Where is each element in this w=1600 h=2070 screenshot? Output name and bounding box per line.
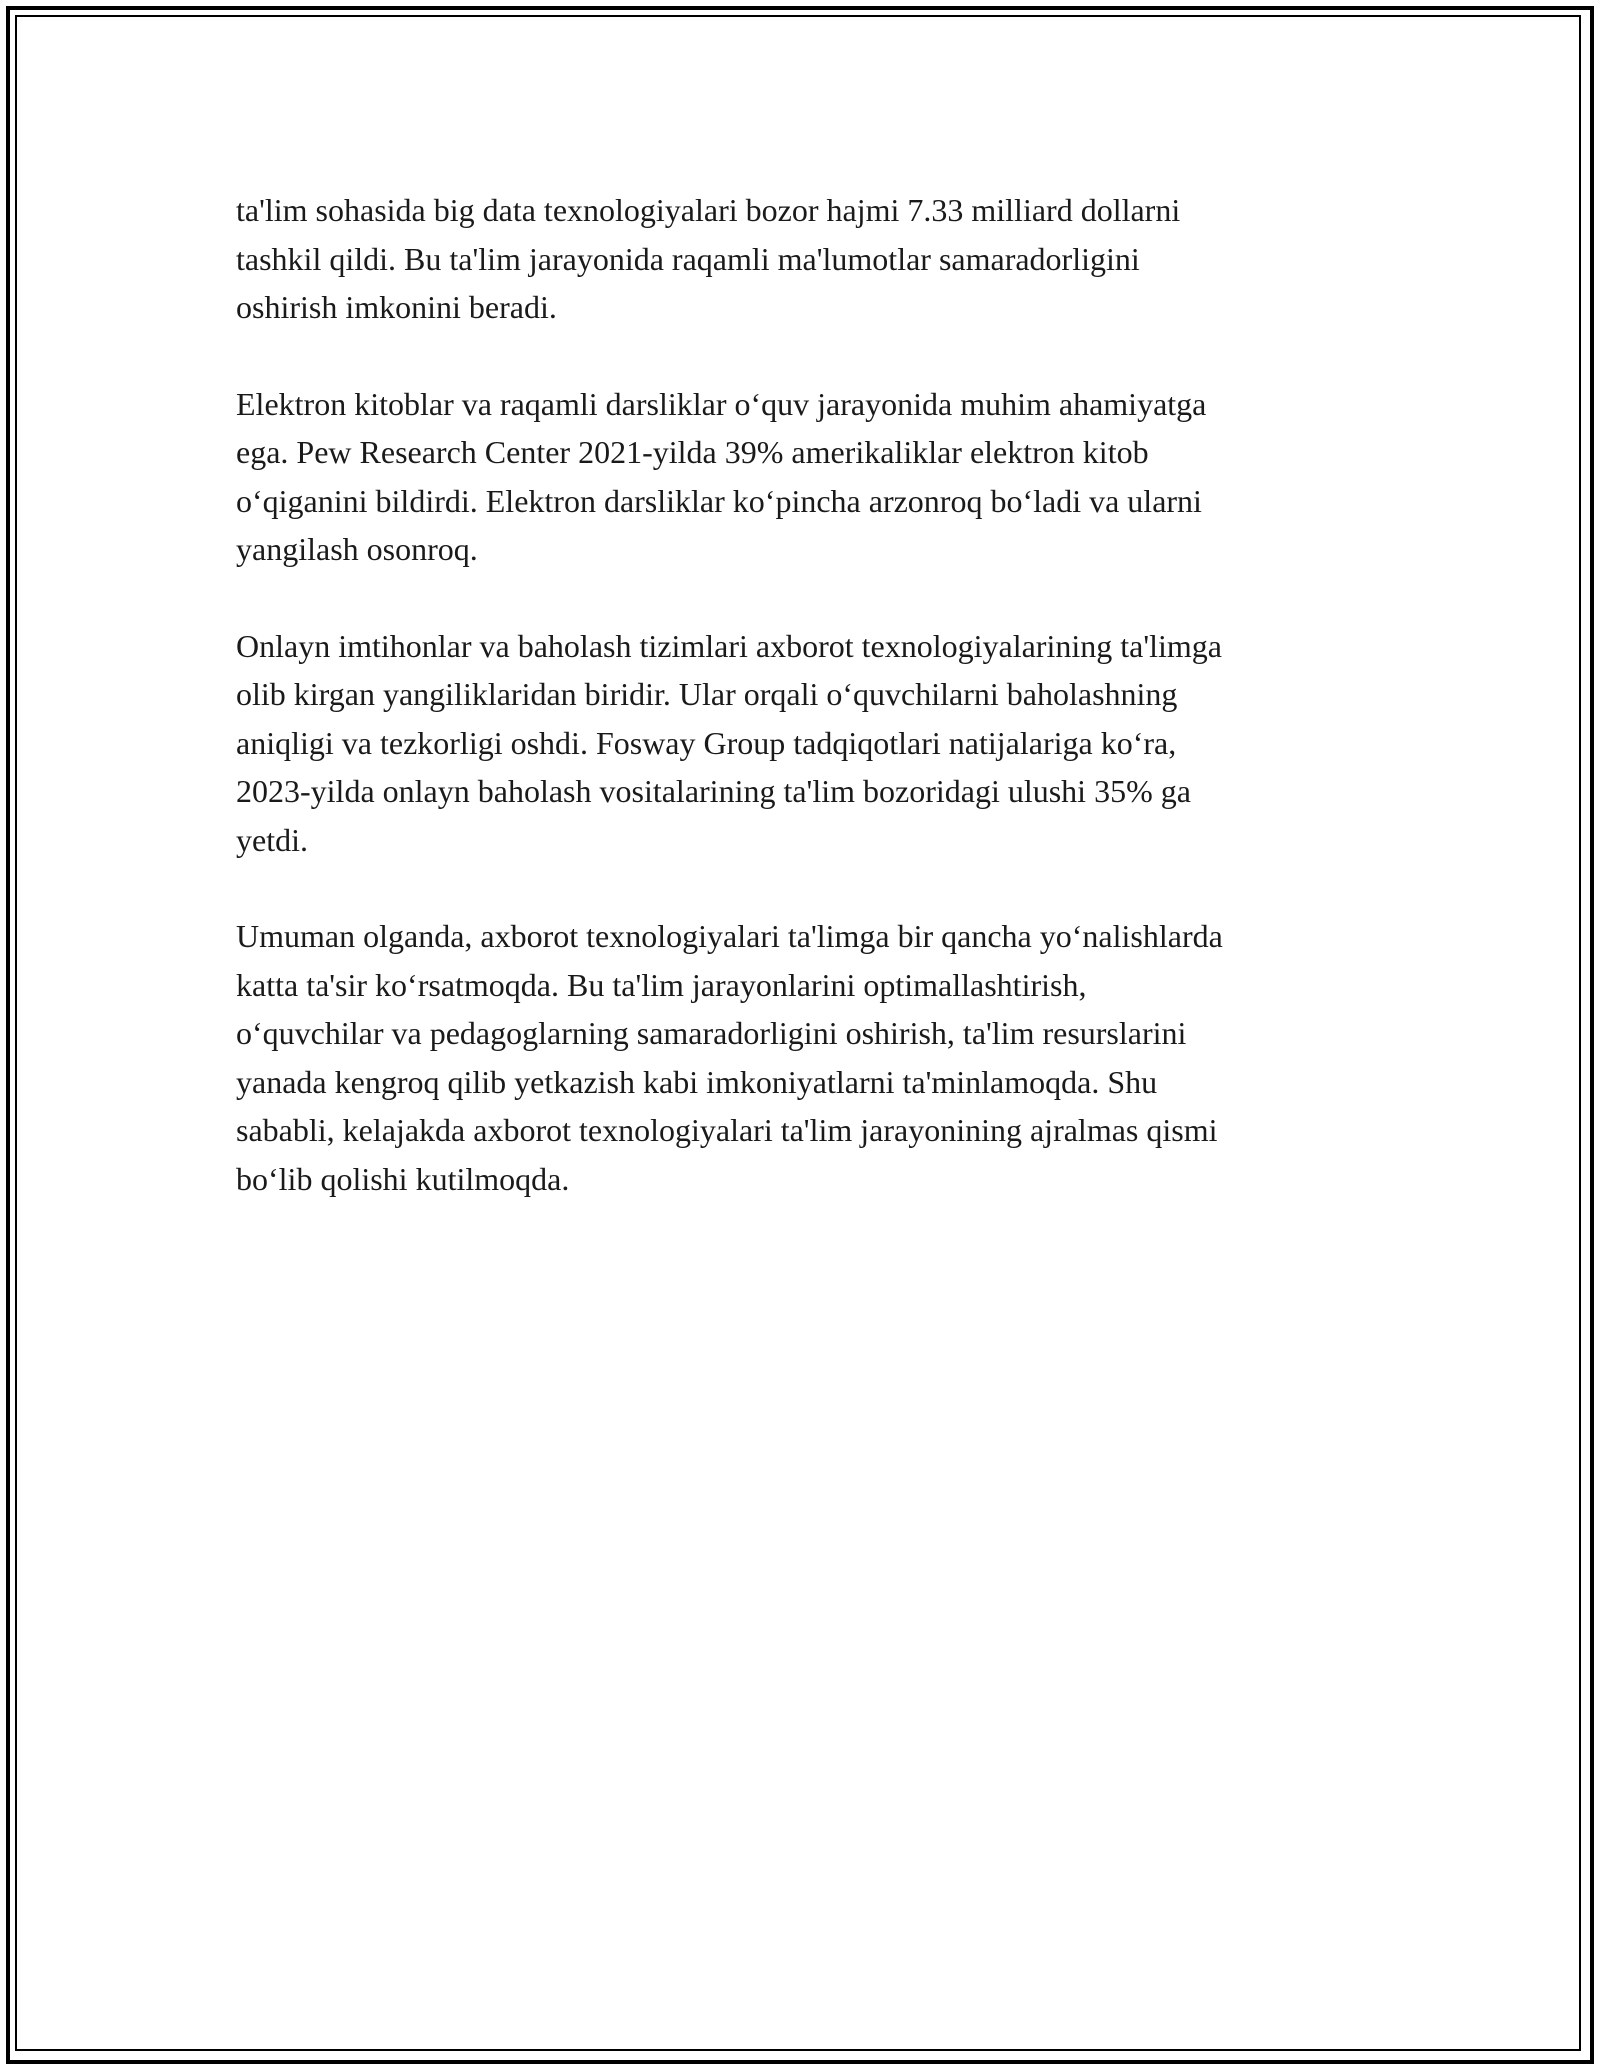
paragraph-electronic-books: Elektron kitoblar va raqamli darsliklar o‘quv jarayonida muhim ahamiyatga ega. Pew Research Center 2021-yilda 39% amerikaliklar elektron kitob o‘qiganini bildirdi. Elektron darsliklar ko‘pincha arzonroq bo‘ladi va ularni yangilash osonroq.	[236, 385, 1207, 567]
paragraph-conclusion: Umuman olganda, axborot texnologiyalari ta'limga bir qancha yo‘nalishlarda katta ta'sir ko‘rsatmoqda. Bu ta'lim jarayonlarini optimallashtirish, o‘quvchilar va pedagoglarning samaradorligini oshirish, ta'lim resurslarini yanada kengroq qilib yetkazish kabi imkoniyatlarni ta'minlamoqda. Shu sababli, kelajakda axborot texnologiyalari ta'lim jarayonining ajralmas qismi bo‘lib qolishi kutilmoqda.	[236, 918, 1223, 1197]
paragraph-online-exams: Onlayn imtihonlar va baholash tizimlari axborot texnologiyalarining ta'limga olib kirgan yangiliklaridan biridir. Ular orqali o‘quvchilarni baholashning aniqligi va tezkorligi oshdi. Fosway Group tadqiqotlari natijalariga ko‘ra, 2023-yilda onlayn baholash vositalarining ta'lim bozoridagi ulushi 35% ga yetdi.	[236, 627, 1222, 858]
paragraph-big-data: ta'lim sohasida big data texnologiyalari bozor hajmi 7.33 milliard dollarni tashkil qildi. Bu ta'lim jarayonida raqamli ma'lumotlar samaradorligini oshirish imkonini beradi.	[236, 192, 1181, 325]
document-body	[236, 186, 1376, 1251]
